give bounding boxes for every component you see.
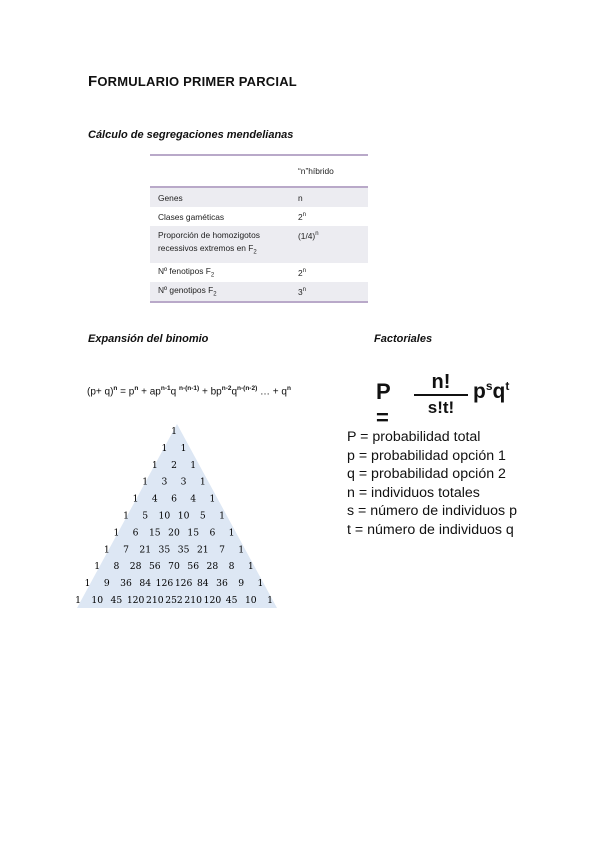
- pascal-number: 36: [216, 578, 228, 590]
- definition-line: p = probabilidad opción 1: [347, 447, 506, 464]
- pascal-number: 1: [171, 426, 177, 437]
- pascal-number: 1: [123, 510, 129, 522]
- definition-line: n = individuos totales: [347, 484, 480, 501]
- definition-line: P = probabilidad total: [347, 429, 481, 445]
- pascal-number: 1: [132, 493, 139, 505]
- pascal-number: 1: [267, 595, 273, 606]
- pascal-number: 1: [228, 527, 235, 539]
- fraction-bar: [414, 394, 468, 396]
- definition-line: q = probabilidad opción 2: [347, 466, 506, 483]
- table-row: [150, 226, 368, 263]
- row-value-genotypes: 3$^n$: [288, 282, 368, 302]
- row-label-gametic-classes: Clases gaméticas: [158, 211, 225, 222]
- binomial-heading: Expansión del binomio: [88, 333, 209, 345]
- binomial-expansion-formula: $(p+ q)^n = p^n + ap^{n-1}q$ $^{n-(n-1)} + bp^{n-2}q^{n-(n-2)}$ … + $q^n$: [87, 385, 291, 398]
- pascal-number: 120: [203, 595, 222, 606]
- pascal-number: 210: [184, 595, 202, 606]
- pascal-number: 5: [142, 510, 149, 522]
- pascal-number: 120: [126, 595, 145, 606]
- pascal-number: 1: [180, 442, 187, 454]
- pascal-number: 15: [187, 527, 200, 539]
- pascal-number: 1: [219, 510, 225, 522]
- pascal-number: 1: [113, 527, 120, 539]
- pascal-number: 4: [151, 493, 158, 505]
- pascal-number: 1: [199, 476, 206, 488]
- pascal-number: 21: [139, 544, 152, 556]
- table-row: [150, 187, 368, 207]
- pascal-number: 8: [113, 561, 120, 573]
- pascal-number: 10: [91, 595, 104, 606]
- row-label-phenotypes: Nº fenotipos $F_2$: [158, 266, 215, 279]
- pascal-number: 70: [168, 561, 180, 573]
- pascal-number: 252: [165, 595, 183, 606]
- pascal-number: 15: [148, 527, 161, 539]
- pascal-number: 126: [174, 578, 193, 590]
- pascal-number: 10: [158, 510, 171, 522]
- variable-definitions: [347, 428, 517, 540]
- row-value-gametic-classes: 2$^n$: [298, 211, 307, 222]
- pascal-number: 7: [219, 544, 225, 556]
- row-label-homozygotes: Proporción de homozigotos recessivos extremos en $F_2$: [150, 226, 288, 263]
- pascal-number: 45: [110, 595, 123, 606]
- pascal-number: 28: [206, 561, 219, 573]
- pascal-number: 4: [190, 493, 197, 505]
- pascal-triangle: [77, 424, 277, 608]
- pascal-number: 10: [177, 510, 190, 522]
- row-value-genes: n: [288, 187, 368, 207]
- pascal-number: 1: [257, 578, 264, 590]
- pascal-number: 1: [84, 578, 91, 590]
- pascal-number: 3: [180, 476, 187, 488]
- pascal-number: 6: [171, 493, 177, 505]
- pascal-number: 84: [139, 578, 152, 590]
- row-value-homozygotes: $(1/4)^n$: [288, 226, 368, 263]
- mendel-table: [150, 154, 368, 303]
- pascal-number: 21: [196, 544, 209, 556]
- pascal-number: 45: [225, 595, 238, 606]
- pascal-number: 6: [132, 527, 139, 539]
- pascal-number: 20: [168, 527, 180, 539]
- pascal-number: 56: [187, 561, 200, 573]
- row-value-phenotypes: 2$^n$: [298, 267, 307, 278]
- pascal-number: 5: [199, 510, 206, 522]
- pascal-number: 210: [146, 595, 164, 606]
- pascal-number: 1: [190, 459, 197, 471]
- factorials-heading: Factoriales: [374, 333, 433, 345]
- pascal-number: 35: [177, 544, 190, 556]
- pascal-number: 28: [129, 561, 142, 573]
- pascal-number: 7: [123, 544, 129, 556]
- formula-powers: $p^sq^t$: [473, 379, 510, 403]
- row-label-genotypes: Nº genotipos $F_2$: [150, 282, 288, 302]
- pascal-number: 126: [155, 578, 174, 590]
- pascal-number: 2: [171, 459, 177, 471]
- pascal-number: 1: [142, 476, 149, 488]
- pascal-number: 56: [148, 561, 161, 573]
- pascal-number: 1: [209, 493, 216, 505]
- pascal-number: 10: [244, 595, 257, 606]
- pascal-number: 3: [161, 476, 168, 488]
- pascal-number: 1: [94, 561, 101, 573]
- formula-denominator: s!t!: [427, 398, 455, 417]
- pascal-number: 6: [209, 527, 216, 539]
- pascal-number: 9: [238, 578, 245, 590]
- document-title: FORMULARIO PRIMER PARCIAL: [88, 73, 297, 90]
- table-header-row: [150, 155, 368, 187]
- pascal-number: 35: [158, 544, 171, 556]
- definition-line: s = número de individuos p: [347, 503, 517, 520]
- table-row: [150, 282, 368, 302]
- table-row: [150, 207, 368, 226]
- pascal-number: 84: [196, 578, 209, 590]
- formula-fraction: [414, 370, 468, 419]
- formula-lhs: P =: [376, 379, 391, 430]
- formula-numerator: n!: [431, 371, 451, 393]
- column-header-nhibrido: “n”híbrido: [288, 155, 368, 187]
- pascal-number: 1: [151, 459, 158, 471]
- pascal-number: 8: [228, 561, 235, 573]
- mendel-heading: Cálculo de segregaciones mendelianas: [88, 129, 294, 141]
- pascal-number: 1: [161, 442, 168, 454]
- definition-line: t = número de individuos q: [347, 521, 514, 538]
- pascal-number: 36: [120, 578, 132, 590]
- table-row: [150, 263, 368, 282]
- row-label-genes: Genes: [150, 187, 288, 207]
- pascal-number: 1: [238, 544, 245, 556]
- pascal-number: 1: [75, 595, 81, 606]
- pascal-number: 9: [103, 578, 110, 590]
- pascal-number: 1: [103, 544, 110, 556]
- pascal-number: 1: [247, 561, 254, 573]
